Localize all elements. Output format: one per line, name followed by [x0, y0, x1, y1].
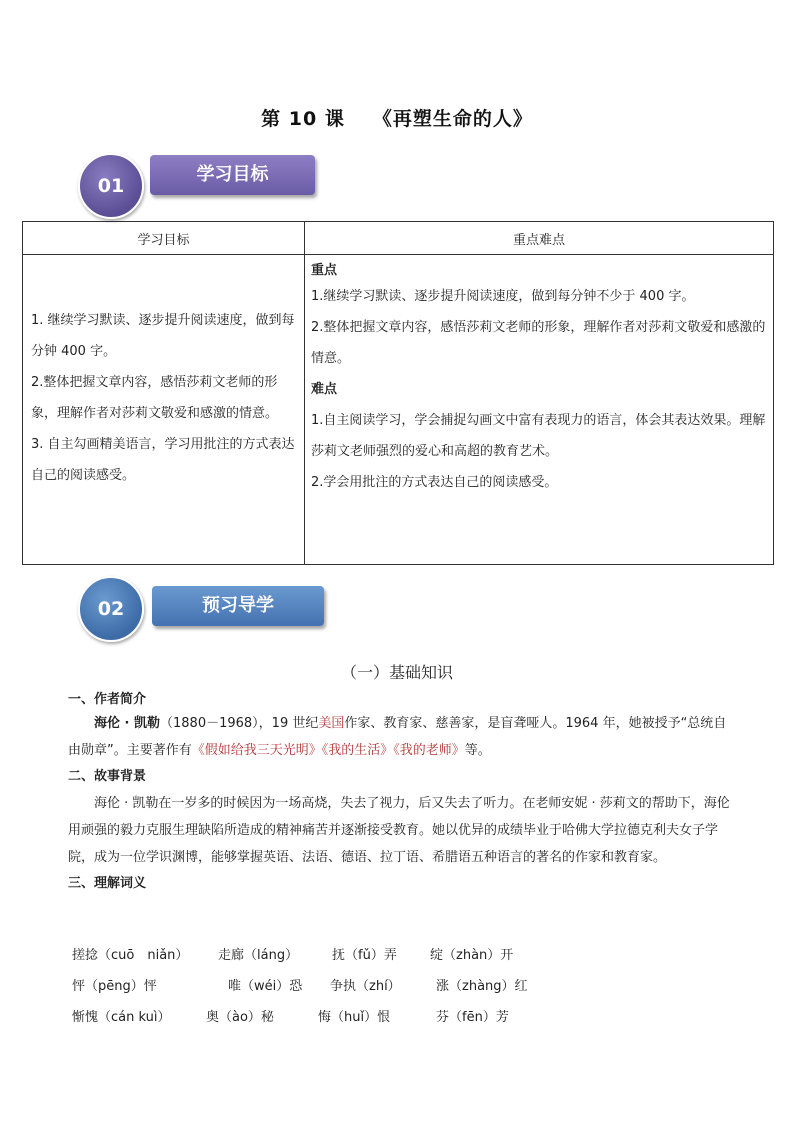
- vocab-heading: 三、理解词义: [68, 876, 147, 891]
- author-text: 作家、教育家、慈善家，是盲聋哑人。1964 年，她被授予“总统自由勋章”。主要著作有: [68, 716, 727, 758]
- keypoints-cell: [305, 255, 774, 565]
- author-works: 《假如给我三天光明》《我的生活》《我的老师》: [191, 743, 465, 758]
- vocab-item: 惭愧（cán kuì）: [72, 1010, 171, 1025]
- author-text: （1880－1968），19 世纪: [160, 716, 319, 731]
- section-number-badge: 01: [78, 153, 144, 219]
- subsection-title: （一）基础知识: [340, 663, 453, 682]
- vocab-item: 涨（zhàng）红: [436, 979, 528, 994]
- vocab-item: 奥（ào）秘: [206, 1010, 274, 1025]
- key-item: 2.整体把握文章内容，感悟莎莉文老师的形象，理解作者对莎莉文敬爱和感激的情意。: [311, 320, 766, 366]
- author-heading: 一、作者简介: [68, 692, 147, 707]
- author-country: 美国: [318, 716, 345, 731]
- goal-item: 3. 自主勾画精美语言，学习用批注的方式表达自己的阅读感受。: [31, 437, 295, 483]
- vocab-item: 绽（zhàn）开: [430, 948, 514, 963]
- table-header-goals: 学习目标: [23, 222, 305, 255]
- section-number-badge: 02: [78, 576, 144, 642]
- vocab-item: 悔（huǐ）恨: [318, 1010, 391, 1025]
- lesson-number: 第 10 课: [261, 108, 345, 130]
- background-paragraph: 海伦 · 凯勒在一岁多的时候因为一场高烧，失去了视力，后又失去了听力。在老师安妮 · 莎莉文的帮助下，海伦用顽强的毅力克服生理缺陷所造成的精神痛苦并逐渐接受教育。她以优异的成绩毕业于哈佛大学拉德克利夫女子学院，成为一位学识渊博，能够掌握英语、法语、德语、拉丁语、希腊语五种语言的著名的作家和教育家。: [68, 796, 730, 865]
- vocab-item: 抚（fǔ）弄: [332, 948, 397, 963]
- author-text: 等。: [464, 743, 491, 758]
- goal-item: 2.整体把握文章内容，感悟莎莉文老师的形象，理解作者对莎莉文敬爱和感激的情意。: [31, 375, 279, 421]
- vocab-item: 怦（pēng）怦: [72, 979, 157, 994]
- vocab-item: 唯（wéi）恐: [228, 979, 303, 994]
- author-name: 海伦 · 凯勒: [94, 716, 160, 731]
- table-header-keypoints: 重点难点: [305, 222, 774, 255]
- key-label: 重点: [311, 263, 338, 278]
- goals-table: [22, 221, 774, 565]
- background-heading: 二、故事背景: [68, 769, 147, 784]
- goals-cell: [23, 255, 305, 565]
- difficult-item: 1.自主阅读学习，学会捕捉勾画文中富有表现力的语言，体会其表达效果。理解莎莉文老师强烈的爱心和高超的教育艺术。: [311, 413, 766, 459]
- page-title: [0, 104, 794, 131]
- lesson-name: 《再塑生命的人》: [372, 108, 533, 130]
- key-item: 1.继续学习默读、逐步提升阅读速度，做到每分钟不少于 400 字。: [311, 289, 695, 304]
- vocab-item: 芬（fēn）芳: [436, 1010, 509, 1025]
- section-header-preview: [78, 576, 338, 640]
- author-paragraph: [68, 710, 738, 764]
- section-header-goals: [78, 153, 338, 217]
- vocab-item: 搓捻（cuō niǎn）: [72, 948, 189, 963]
- difficult-item: 2.学会用批注的方式表达自己的阅读感受。: [311, 475, 558, 490]
- section-banner: 学习目标: [150, 155, 315, 195]
- author-section: [68, 690, 738, 895]
- difficult-label: 难点: [311, 382, 338, 397]
- vocab-item: 争执（zhí）: [330, 979, 401, 994]
- vocab-item: 走廊（láng）: [218, 948, 299, 963]
- goal-item: 1. 继续学习默读、逐步提升阅读速度，做到每分钟 400 字。: [31, 313, 295, 359]
- section-banner: 预习导学: [152, 586, 324, 626]
